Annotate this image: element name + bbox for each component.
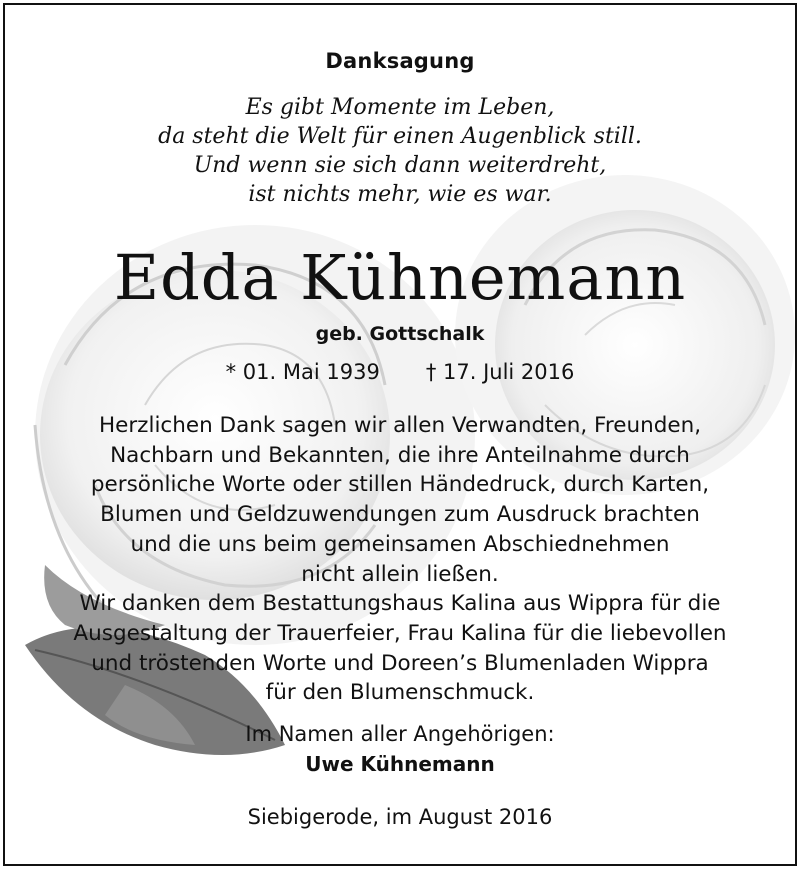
body-line: persönliche Worte oder stillen Händedruck, durch Karten, <box>90 472 710 498</box>
deceased-name: Edda Kühnemann <box>113 241 687 314</box>
place-date: Siebigerode, im August 2016 <box>247 805 553 829</box>
maiden-name: geb. Gottschalk <box>315 323 485 345</box>
birth-date: * 01. Mai 1939 <box>225 360 380 384</box>
body-line: Herzlichen Dank sagen wir allen Verwandten, Freunden, <box>98 413 702 438</box>
death-date: † 17. Juli 2016 <box>425 360 575 384</box>
body-line: Nachbarn und Bekannten, die ihre Anteilnahme durch <box>110 442 690 468</box>
signer-name: Uwe Kühnemann <box>305 752 495 776</box>
thanks-text <box>5 411 795 708</box>
signoff: Im Namen aller Angehörigen: <box>245 722 555 746</box>
obituary-frame <box>3 3 797 866</box>
body-line: Wir danken dem Bestattungshaus Kalina aus Wippra für die <box>79 591 721 617</box>
life-dates <box>5 360 795 384</box>
body-line: und die uns beim gemeinsamen Abschiednehmen <box>130 531 670 557</box>
body-line: und tröstenden Worte und Doreen’s Blumenladen Wippra <box>91 650 709 676</box>
body-line: für den Blumenschmuck. <box>265 680 535 706</box>
verse <box>5 93 795 209</box>
verse-line: ist nichts mehr, wie es war. <box>248 182 552 207</box>
verse-line: Und wenn sie sich dann weiterdreht, <box>193 153 607 178</box>
heading: Danksagung <box>325 49 475 73</box>
body-line: Ausgestaltung der Trauerfeier, Frau Kalina für die liebevollen <box>73 620 727 646</box>
body-line: Blumen und Geldzuwendungen zum Ausdruck brachten <box>100 502 700 528</box>
body-line: nicht allein ließen. <box>301 561 499 587</box>
obituary-content <box>5 5 795 864</box>
verse-line: Es gibt Momente im Leben, <box>245 95 555 120</box>
verse-line: da steht die Welt für einen Augenblick still. <box>158 124 642 149</box>
